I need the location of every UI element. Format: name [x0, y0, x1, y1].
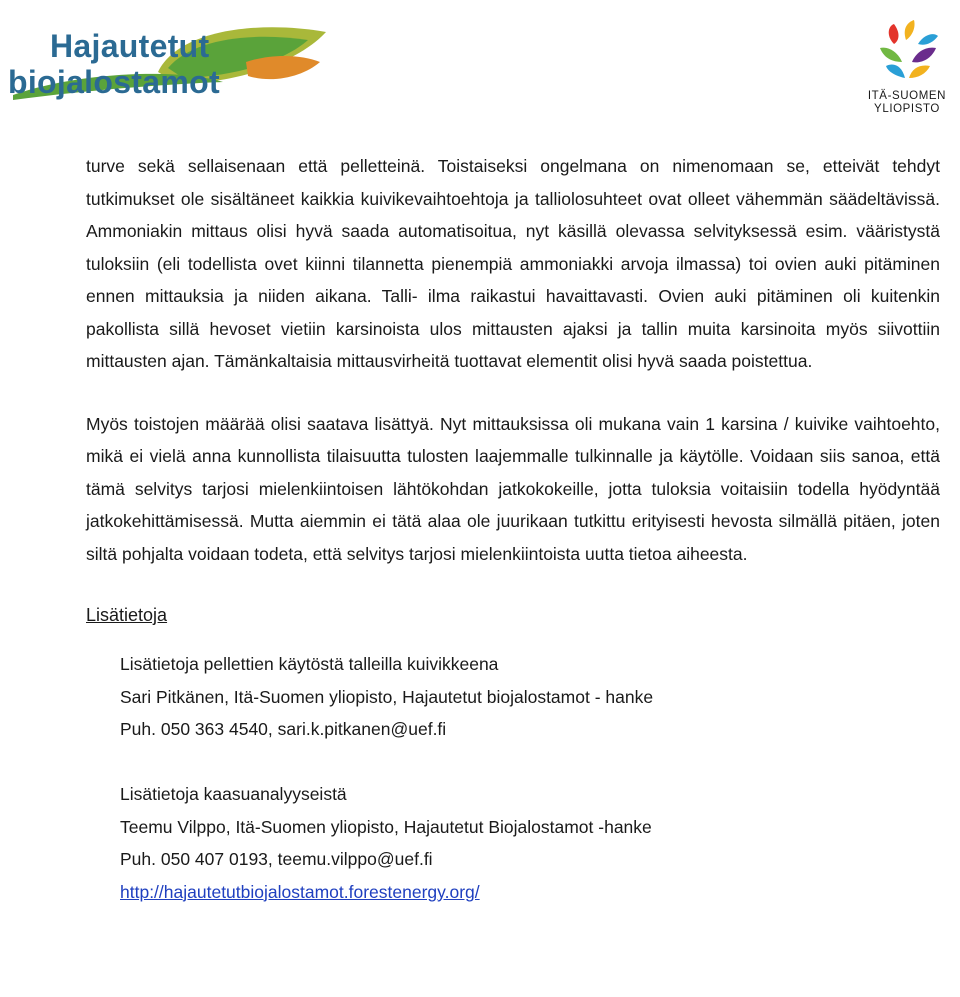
contact-block	[120, 648, 940, 908]
contact2-phone: Puh. 050 407 0193, teemu.vilppo@uef.fi	[120, 849, 433, 869]
paragraph-2: Myös toistojen määrää olisi saatava lisättyä. Nyt mittauksissa oli mukana vain 1 karsina / kuivike vaihtoehto, mikä ei vielä anna kunnollista tilaisuutta tulosten laajemmalle tulkinnalle ja käytölle. Voidaan siis sanoa, että tämä selvitys tarjosi mielenkiintoisen lähtökohdan jatkokokeille, jotta tuloksia voitaisiin todella hyödyntää jatkokehittämisessä. Mutta aiemmin ei tätä alaa ole juurikaan tutkittu erityisesti hevosta silmällä pitäen, joten siltä pohjalta voidaan todeta, että selvitys tarjosi mielenkiintoista uutta tietoa aiheesta.	[86, 413, 940, 564]
brand-line2: biojalostamot	[8, 64, 220, 100]
ita-suomen-yliopisto-logo	[862, 18, 952, 126]
contact1-title: Lisätietoja pellettien käytöstä talleilla kuivikkeena	[120, 654, 499, 674]
project-website-link[interactable]: http://hajautetutbiojalostamot.forestenergy.org/	[120, 881, 480, 902]
contact2-title: Lisätietoja kaasuanalyyseistä	[120, 784, 347, 804]
document-body	[86, 150, 940, 908]
paragraph-1: turve sekä sellaisenaan että pelletteinä. Toistaiseksi ongelmana on nimenomaan se, etteivät tehdyt tutkimukset ole sisältäneet kaikkia kuivikevaihtoehtoja ja talliolosuhteet ovat olleet vähemmän säädeltävissä. Ammoniakin mittaus olisi hyvä saada automatisoitua, nyt käsillä olevassa selvityksessä esim. vääristystä tuloksiin (eli todellista ovet kiinni tilannetta pienempiä ammoniakki arvoja ilmassa) toi ovien auki pitäminen ennen mittauksia ja niiden aikana. Talli- ilma raikastui havaittavasti. Ovien auki pitäminen oli kuitenkin pakollista sillä hevoset vietiin karsinoista ulos mittausten ajaksi ja tallin muita karsinoita myös siivottiin mittausten ajan. Tämänkaltaisia mittausvirheitä tuottavat elementit olisi hyvä saada poistettua.	[86, 156, 940, 371]
brand-line1: Hajautetut	[50, 28, 210, 64]
contact2-link-row	[120, 876, 940, 909]
spacer	[120, 746, 940, 779]
contact1-phone: Puh. 050 363 4540, sari.k.pitkanen@uef.fi	[120, 719, 447, 739]
contact2-person: Teemu Vilppo, Itä-Suomen yliopisto, Hajautetut Biojalostamot -hanke	[120, 816, 652, 837]
university-name-line2: YLIOPISTO	[874, 103, 940, 115]
university-name	[862, 90, 952, 116]
contact1-person: Sari Pitkänen, Itä-Suomen yliopisto, Hajautetut biojalostamot - hanke	[120, 686, 654, 707]
university-emblem-icon	[872, 18, 942, 86]
hajautetut-biojalostamot-logo	[8, 10, 338, 105]
section-heading: Lisätietoja	[86, 605, 168, 625]
brand-wordmark	[8, 28, 220, 100]
university-name-line1: ITÄ-SUOMEN	[867, 90, 947, 102]
